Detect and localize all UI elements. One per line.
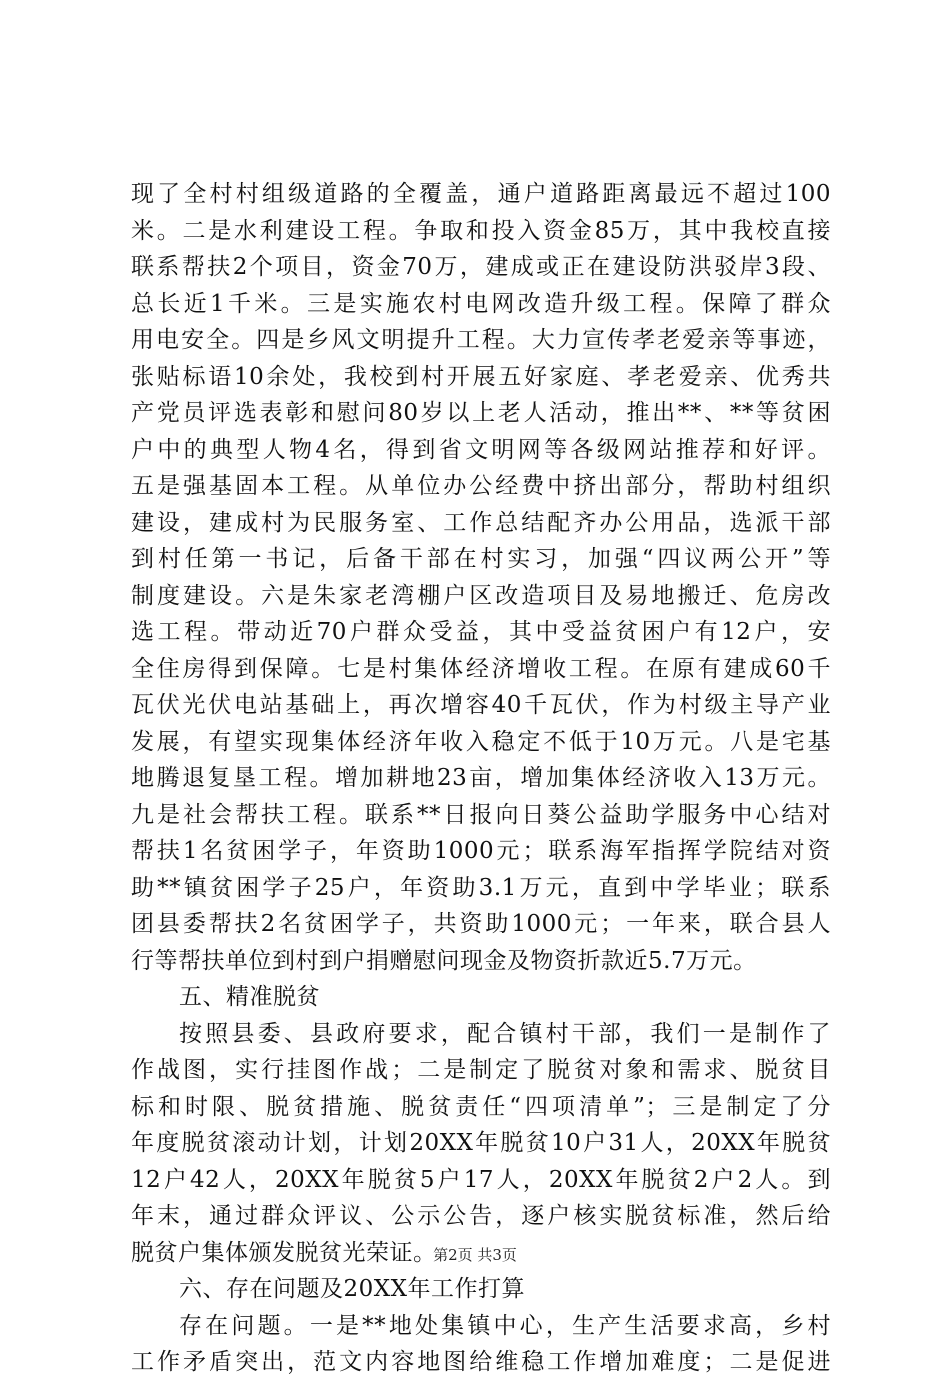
text-line: 五是强基固本工程。从单位办公经费中挤出部分，帮助村组织 [131,473,831,499]
text-line: 按照县委、县政府要求，配合镇村干部，我们一是制作了 [179,1020,831,1047]
text-line: 制度建设。六是朱家老湾棚户区改造项目及易地搬迁、危房改 [131,582,831,609]
text-line: 行等帮扶单位到村到户捐赠慰问现金及物资折款近5.7万元。 [131,947,757,974]
text-line: 地腾退复垦工程。增加耕地23亩，增加集体经济收入13万元。 [131,765,831,791]
text-line: 户中的典型人物4名，得到省文明网等各级网站推荐和好评。 [131,436,831,463]
section-heading: 五、精准脱贫 [179,984,320,1010]
text-line: 九是社会帮扶工程。联系**日报向日葵公益助学服务中心结对 [131,801,831,828]
text-line: 工作矛盾突出，范文内容地图给维稳工作增加难度；二是促进 [131,1349,831,1375]
text-line: 现了全村村组级道路的全覆盖，通户道路距离最远不超过100 [131,181,831,207]
text-line: 存在问题。一是**地处集镇中心，生产生活要求高，乡村 [179,1312,831,1339]
text-line: 脱贫户集体颁发脱贫光荣证。 [131,1239,437,1266]
text-line: 帮扶1名贫困学子，年资助1000元；联系海军指挥学院结对资 [131,838,831,864]
text-line: 12户42人，20XX年脱贫5户17人，20XX年脱贫2户2人。到 [131,1166,831,1193]
text-line: 总长近1千米。三是实施农村电网改造升级工程。保障了群众 [131,290,831,317]
text-line: 到村任第一书记，后备干部在村实习，加强“四议两公开”等 [131,546,831,572]
text-line: 张贴标语10余处，我校到村开展五好家庭、孝老爱亲、优秀共 [131,363,831,390]
text-line: 助**镇贫困学子25户，年资助3.1万元，直到中学毕业；联系 [131,874,831,901]
text-line: 发展，有望实现集体经济年收入稳定不低于10万元。八是宅基 [131,728,831,755]
text-line: 米。二是水利建设工程。争取和投入资金85万，其中我校直接 [131,217,831,244]
text-line: 团县委帮扶2名贫困学子，共资助1000元；一年来，联合县人 [131,911,831,937]
document-body [131,176,831,1381]
page-footer: 第2页 共3页 [433,1246,517,1264]
text-line: 标和时限、脱贫措施、脱贫责任“四项清单”；三是制定了分 [131,1093,831,1120]
text-line: 用电安全。四是乡风文明提升工程。大力宣传孝老爱亲等事迹， [131,327,831,353]
text-line: 产党员评选表彰和慰问80岁以上老人活动，推出**、**等贫困 [131,400,831,426]
text-line: 选工程。带动近70户群众受益，其中受益贫困户有12户，安 [131,619,831,645]
text-line: 年度脱贫滚动计划，计划20XX年脱贫10户31人，20XX年脱贫 [131,1130,831,1156]
text-line: 瓦伏光伏电站基础上，再次增容40千瓦伏，作为村级主导产业 [131,692,831,718]
text-line: 全住房得到保障。七是村集体经济增收工程。在原有建成60千 [131,655,831,682]
section-heading: 六、存在问题及20XX年工作打算 [179,1276,526,1302]
text-line: 建设，建成村为民服务室、工作总结配齐办公用品，选派干部 [131,509,831,536]
text-line: 作战图，实行挂图作战；二是制定了脱贫对象和需求、脱贫目 [131,1057,831,1083]
text-line: 联系帮扶2个项目，资金70万，建成或正在建设防洪驳岸3段、 [131,254,831,280]
text-line: 年末，通过群众评议、公示公告，逐户核实脱贫标准，然后给 [131,1203,831,1229]
